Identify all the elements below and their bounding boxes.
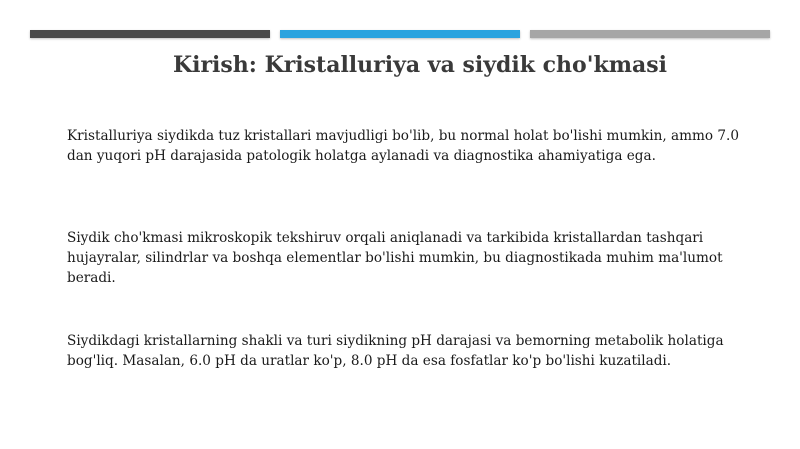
slide-title: Kirish: Kristalluriya va siydik cho'kmasi bbox=[172, 52, 667, 78]
paragraph-crystal-types: Siydikdagi kristallarning shakli va turi siydikning pH darajasi va bemorning metabolik holatiga bog'liq. Masalan, 6.0 pH da uratlar ko'p, 8.0 pH da esa fosfatlar ko'p bo'lishi kuzatiladi. bbox=[67, 333, 724, 369]
accent-bar-dark bbox=[30, 30, 270, 38]
paragraph-crystalluria: Kristalluriya siydikda tuz kristallari mavjudligi bo'lib, bu normal holat bo'lishi mumkin, ammo 7.0 dan yuqori pH darajasida patologik holatga aylanadi va diagnostika ahamiyatiga ega. bbox=[67, 128, 740, 164]
accent-bar-blue bbox=[280, 30, 520, 38]
paragraph-urine-sediment: Siydik cho'kmasi mikroskopik tekshiruv orqali aniqlanadi va tarkibida kristallardan tashqari hujayralar, silindrlar va boshqa elementlar bo'lishi mumkin, bu diagnostikada muhim ma'lumot beradi. bbox=[67, 230, 723, 286]
accent-bar-gray bbox=[530, 30, 770, 38]
